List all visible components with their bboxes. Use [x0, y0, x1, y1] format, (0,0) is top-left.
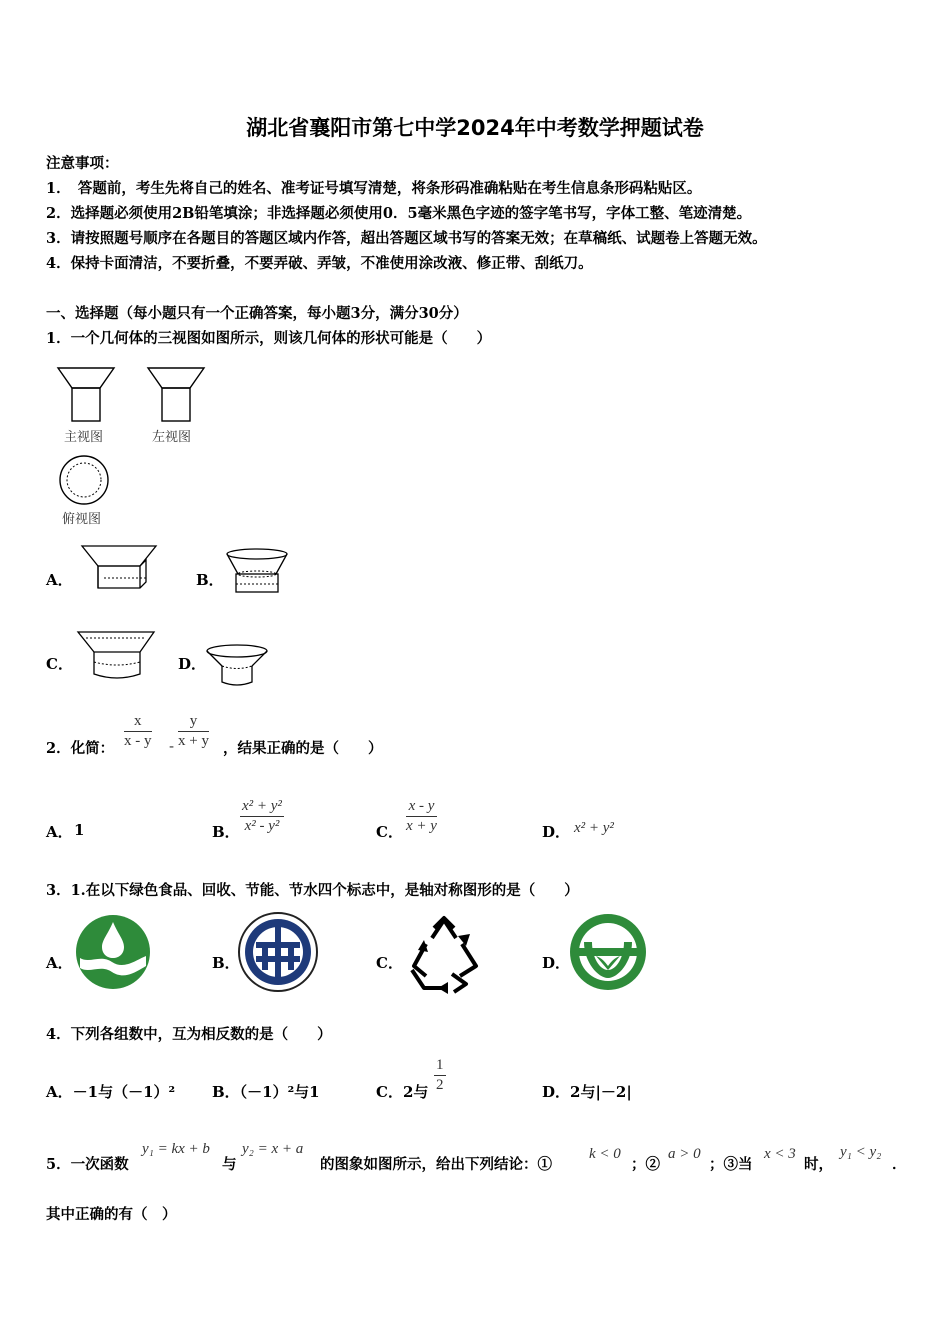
front-view-caption: 主视图	[64, 430, 104, 445]
water-saving-logo	[568, 912, 652, 994]
notice-item: 3．请按照题号顺序在各题目的答题区域内作答，超出答题区域书写的答案无效；在草稿纸、试题卷上答题无效。	[46, 230, 767, 247]
option-a-figure	[80, 544, 160, 594]
q3-option-c-label: C．	[376, 954, 403, 972]
top-view-caption: 俯视图	[62, 512, 102, 527]
q4-option-c-fraction	[434, 1057, 446, 1094]
q2-option-c-label: C．	[376, 823, 403, 841]
energy-saving-logo	[238, 912, 322, 994]
q3-option-b-label: B．	[212, 954, 240, 972]
q4-option-a: A．－1与（－1）²	[46, 1083, 176, 1101]
question-5-prefix: 5．一次函数	[46, 1156, 129, 1173]
question-3-stem: 3．1.在以下绿色食品、回收、节能、节水四个标志中，是轴对称图形的是（ ）	[46, 882, 579, 899]
period: ．	[892, 1156, 907, 1173]
option-d-figure	[206, 644, 272, 690]
question-2-suffix: ，结果正确的是（ ）	[223, 740, 383, 757]
conjunction: 与	[222, 1156, 237, 1173]
numerator: x² + y²	[240, 798, 284, 817]
denominator: x + y	[406, 818, 437, 834]
option-c-label: C．	[46, 655, 73, 673]
q4-option-d: D．2与|－2|	[542, 1083, 632, 1101]
function-y2: y₂ = x + a	[242, 1141, 304, 1157]
numerator: x	[124, 713, 152, 732]
section-heading: 一、选择题（每小题只有一个正确答案，每小题3分，满分30分）	[46, 305, 468, 322]
q2-option-d-label: D．	[542, 823, 571, 841]
q2-option-a-label: A．	[46, 823, 73, 841]
side-view-figure	[146, 366, 216, 428]
top-view-figure	[58, 454, 114, 510]
denominator: x² - y²	[244, 818, 280, 834]
q2-option-c-fraction	[406, 798, 437, 835]
when-text: 时，	[804, 1156, 833, 1173]
question-4-stem: 4．下列各组数中，互为相反数的是（ ）	[46, 1026, 332, 1043]
front-view-figure	[56, 366, 126, 428]
separator: ；③当	[709, 1156, 753, 1173]
q3-option-d-label: D．	[542, 954, 571, 972]
option-a-label: A．	[46, 571, 73, 589]
option-b-figure	[226, 548, 296, 598]
notice-heading: 注意事项：	[46, 155, 119, 172]
green-food-logo	[74, 914, 154, 992]
minus-sign: -	[169, 737, 175, 755]
separator: ；②	[631, 1156, 660, 1173]
notice-item: 2．选择题必须使用2B铅笔填涂；非选择题必须使用0．5毫米黑色字迹的签字笔书写，字体工整、笔迹清楚。	[46, 205, 752, 222]
q2-option-b-label: B．	[212, 823, 240, 841]
denominator: x - y	[124, 733, 152, 749]
q2-option-a-value: 1	[74, 821, 85, 839]
numerator: 1	[434, 1057, 446, 1076]
notice-item: 1． 答题前，考生先将自己的姓名、准考证号填写清楚，将条形码准确粘贴在考生信息条形码粘贴区。	[46, 180, 702, 197]
denominator: 2	[436, 1077, 444, 1093]
question-5-line2: 其中正确的有（ ）	[46, 1206, 177, 1223]
notice-item: 4．保持卡面清洁，不要折叠，不要弄破、弄皱，不准使用涂改液、修正带、刮纸刀。	[46, 255, 593, 272]
conclusion-1: k < 0	[589, 1146, 621, 1162]
numerator: y	[178, 713, 209, 732]
function-y1: y₁ = kx + b	[142, 1141, 210, 1157]
option-d-label: D．	[178, 655, 207, 673]
q2-option-d-value: x² + y²	[574, 820, 614, 836]
q3-option-a-label: A．	[46, 954, 73, 972]
question-1-stem: 1．一个几何体的三视图如图所示，则该几何体的形状可能是（ ）	[46, 330, 492, 347]
numerator: x - y	[406, 798, 437, 817]
conclusion-3-result: y₁ < y₂	[840, 1144, 882, 1160]
conclusion-3-condition: x < 3	[764, 1146, 796, 1162]
option-b-label: B．	[196, 571, 224, 589]
q4-option-c-label: C．2与	[376, 1083, 429, 1101]
denominator: x + y	[178, 733, 209, 749]
side-view-caption: 左视图	[152, 430, 192, 445]
question-2-prefix: 2．化简：	[46, 740, 115, 757]
option-c-figure	[76, 628, 160, 684]
q4-option-b: B．（－1）²与1	[212, 1083, 320, 1101]
q2-option-b-fraction	[240, 798, 284, 835]
conclusion-2: a > 0	[668, 1146, 701, 1162]
fraction-x-over-x-minus-y	[124, 713, 152, 750]
recycle-logo	[404, 914, 486, 994]
fraction-y-over-x-plus-y	[178, 713, 209, 750]
page-title: 湖北省襄阳市第七中学2024年中考数学押题试卷	[246, 116, 704, 140]
question-5-middle: 的图象如图所示，给出下列结论：①	[320, 1156, 552, 1173]
